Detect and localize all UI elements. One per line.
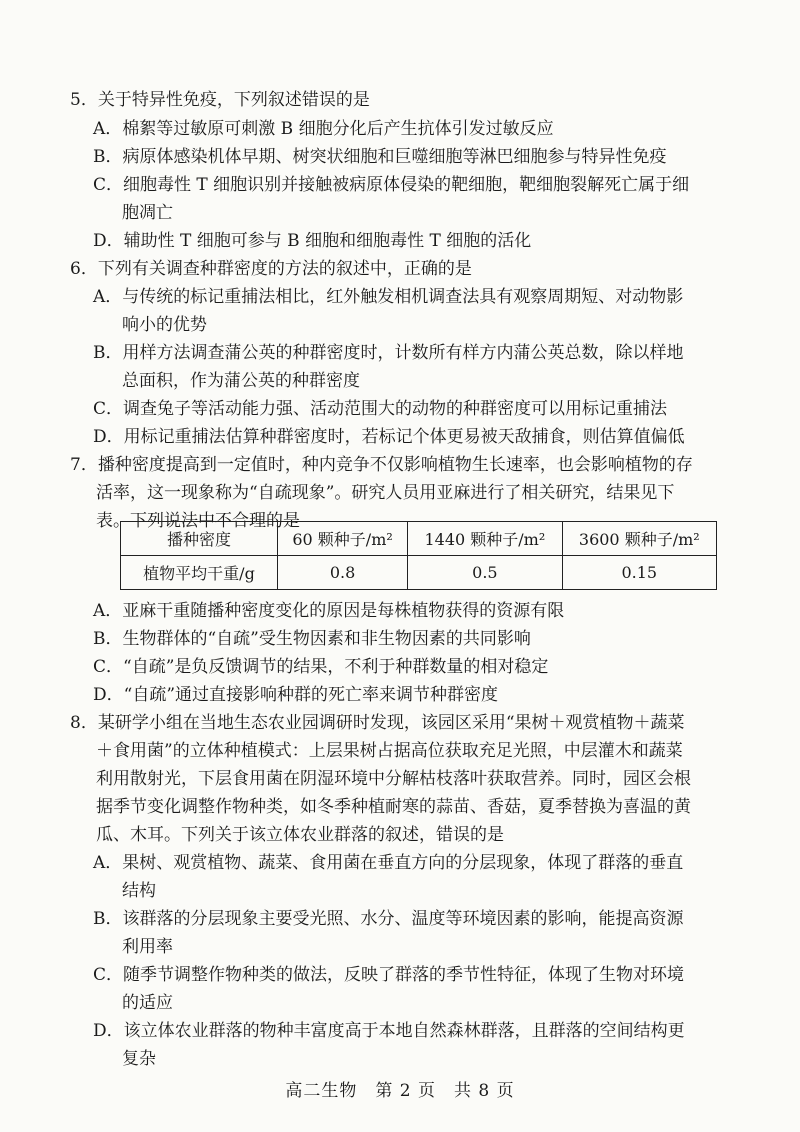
q6-stem: 6．下列有关调查种群密度的方法的叙述中，正确的是 — [70, 259, 472, 279]
q8-stem-line2: ＋食用菌”的立体种植模式：上层果树占据高位获取充足光照，中层灌木和蔬菜 — [96, 741, 683, 761]
q5-option-d: D．辅助性 T 细胞可参与 B 细胞和细胞毒性 T 细胞的活化 — [93, 231, 532, 251]
q7-stem-line2: 活率，这一现象称为“自疏现象”。研究人员用亚麻进行了相关研究，结果见下 — [96, 483, 675, 503]
table-header-cell: 60 颗种子/m² — [278, 522, 408, 556]
q8-option-c: C．随季节调整作物种类的做法，反映了群落的季节性特征，体现了生物对环境 — [93, 965, 685, 985]
q8-option-a-cont: 结构 — [122, 881, 156, 901]
q6-option-b-cont: 总面积，作为蒲公英的种群密度 — [122, 371, 360, 391]
q7-stem-line3: 表。下列说法中不合理的是 — [96, 511, 300, 531]
q7-stem-line1: 7．播种密度提高到一定值时，种内竞争不仅影响植物生长速率，也会影响植物的存 — [70, 455, 693, 475]
q5-option-c-cont: 胞凋亡 — [122, 203, 173, 223]
table-cell: 0.5 — [408, 556, 562, 590]
q8-option-c-cont: 的适应 — [122, 993, 173, 1013]
q8-stem-line4: 据季节变化调整作物种类，如冬季种植耐寒的蒜苗、香菇，夏季替换为喜温的黄 — [96, 797, 691, 817]
q5-option-b: B．病原体感染机体早期、树突状细胞和巨噬细胞等淋巴细胞参与特异性免疫 — [93, 147, 667, 167]
seeding-density-table — [120, 521, 717, 590]
page-footer: 高二生物 第 2 页 共 8 页 — [285, 1081, 515, 1101]
q5-option-c: C．细胞毒性 T 细胞识别并接触被病原体侵染的靶细胞，靶细胞裂解死亡属于细 — [93, 175, 690, 195]
q6-option-a: A．与传统的标记重捕法相比，红外触发相机调查法具有观察周期短、对动物影 — [93, 287, 684, 307]
table-header-row — [121, 522, 717, 556]
q8-option-d: D．该立体农业群落的物种丰富度高于本地自然森林群落，且群落的空间结构更 — [93, 1021, 685, 1041]
q6-option-c: C．调查兔子等活动能力强、活动范围大的动物的种群密度可以用标记重捕法 — [93, 399, 668, 419]
table-header-cell: 1440 颗种子/m² — [408, 522, 562, 556]
q8-stem-line3: 利用散射光，下层食用菌在阴湿环境中分解枯枝落叶获取营养。同时，园区会根 — [96, 769, 691, 789]
q8-option-d-cont: 复杂 — [122, 1049, 156, 1069]
q6-option-b: B．用样方法调查蒲公英的种群密度时，计数所有样方内蒲公英总数，除以样地 — [93, 343, 684, 363]
q6-option-d: D．用标记重捕法估算种群密度时，若标记个体更易被天敌捕食，则估算值偏低 — [93, 427, 685, 447]
table-row — [121, 556, 717, 590]
q8-option-b: B．该群落的分层现象主要受光照、水分、温度等环境因素的影响，能提高资源 — [93, 909, 684, 929]
table-cell: 0.8 — [278, 556, 408, 590]
q7-option-c: C．“自疏”是负反馈调节的结果，不利于种群数量的相对稳定 — [93, 657, 549, 677]
q7-option-d: D．“自疏”通过直接影响种群的死亡率来调节种群密度 — [93, 685, 499, 705]
q8-option-a: A．果树、观赏植物、蔬菜、食用菌在垂直方向的分层现象，体现了群落的垂直 — [93, 853, 684, 873]
q8-stem-line1: 8．某研学小组在当地生态农业园调研时发现，该园区采用“果树＋观赏植物＋蔬菜 — [70, 713, 685, 733]
q8-stem-line5: 瓜、木耳。下列关于该立体农业群落的叙述，错误的是 — [96, 825, 504, 845]
table-header-cell: 播种密度 — [121, 522, 278, 556]
q7-option-b: B．生物群体的“自疏”受生物因素和非生物因素的共同影响 — [93, 629, 531, 649]
q5-option-a: A．棉絮等过敏原可刺激 B 细胞分化后产生抗体引发过敏反应 — [93, 119, 554, 139]
q5-stem: 5．关于特异性免疫，下列叙述错误的是 — [70, 90, 370, 110]
q8-option-b-cont: 利用率 — [122, 937, 173, 957]
table-cell: 0.15 — [562, 556, 716, 590]
table-cell: 植物平均干重/g — [121, 556, 278, 590]
table-header-cell: 3600 颗种子/m² — [562, 522, 716, 556]
q7-option-a: A．亚麻干重随播种密度变化的原因是每株植物获得的资源有限 — [93, 601, 565, 621]
q6-option-a-cont: 响小的优势 — [122, 315, 207, 335]
